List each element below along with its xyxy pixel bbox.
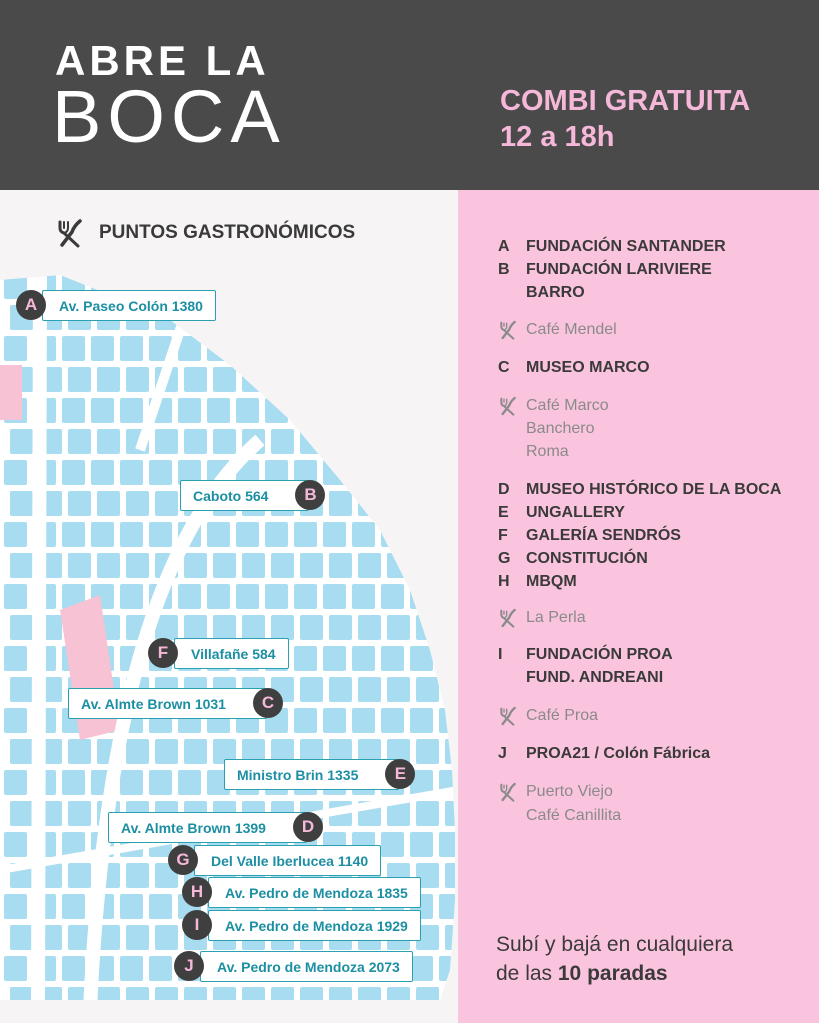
- stop-letter: G: [498, 550, 511, 567]
- map-stop-j[interactable]: [174, 951, 413, 982]
- stop-name: Café Marco: [526, 397, 609, 414]
- stop-letter: D: [498, 481, 510, 498]
- stop-address: Av. Pedro de Mendoza 1929: [208, 910, 421, 941]
- stop-name: CONSTITUCIÓN: [526, 550, 648, 567]
- combi-hours: 12 a 18h: [500, 121, 615, 153]
- stop-badge: C: [253, 688, 283, 718]
- stop-name: PROA21 / Colón Fábrica: [526, 745, 711, 762]
- fork-knife-icon: [498, 782, 520, 809]
- stop-name: GALERÍA SENDRÓS: [526, 527, 681, 544]
- stop-letter: A: [498, 238, 510, 255]
- stop-badge: H: [182, 877, 212, 907]
- stop-name: BARRO: [526, 284, 585, 301]
- footer-line1: Subí y bajá en cualquiera: [496, 933, 733, 956]
- map-stop-d[interactable]: [108, 812, 315, 843]
- fork-knife-icon: [55, 218, 85, 248]
- footer-note: [496, 930, 796, 989]
- stop-address: Villafañe 584: [174, 638, 289, 669]
- fork-knife-icon: [498, 608, 520, 635]
- stop-name: Puerto Viejo: [526, 783, 613, 800]
- stop-letter: J: [498, 745, 507, 762]
- stop-address: Av. Almte Brown 1399: [108, 812, 307, 843]
- stop-letter: H: [498, 573, 510, 590]
- stop-letter: C: [498, 359, 510, 376]
- stop-name: Café Canillita: [526, 807, 622, 824]
- stop-badge: A: [16, 290, 46, 320]
- fork-knife-icon: [498, 320, 520, 347]
- map-stop-h[interactable]: [182, 877, 421, 908]
- stop-badge: E: [385, 759, 415, 789]
- footer-line2-bold: 10 paradas: [557, 962, 668, 986]
- stop-name: Café Proa: [526, 707, 599, 724]
- footer-line2-prefix: de las: [496, 962, 558, 986]
- map-stop-b[interactable]: [180, 480, 317, 511]
- stop-name: FUNDACIÓN SANTANDER: [526, 238, 726, 255]
- stop-address: Av. Pedro de Mendoza 1835: [208, 877, 421, 908]
- stop-name: La Perla: [526, 609, 586, 626]
- stop-address: Ministro Brin 1335: [224, 759, 399, 790]
- logo-line1: ABRE LA: [55, 37, 270, 84]
- map-stop-a[interactable]: [16, 290, 216, 321]
- stop-name: MUSEO MARCO: [526, 359, 650, 376]
- map-stop-f[interactable]: [148, 638, 289, 669]
- stop-name: Banchero: [526, 420, 595, 437]
- stop-name: FUNDACIÓN PROA: [526, 646, 673, 663]
- gastro-legend: [55, 218, 355, 248]
- map-stop-c[interactable]: [68, 688, 275, 719]
- stop-letter: F: [498, 527, 508, 544]
- stop-badge: D: [293, 812, 323, 842]
- map-stop-e[interactable]: [224, 759, 407, 790]
- stop-letter: B: [498, 261, 510, 278]
- stop-badge: B: [295, 480, 325, 510]
- footer-line2: [496, 959, 796, 988]
- stop-name: FUNDACIÓN LARIVIERE: [526, 261, 712, 278]
- logo-line2: BOCA: [52, 75, 286, 158]
- stop-badge: F: [148, 638, 178, 668]
- stop-address: Av. Paseo Colón 1380: [42, 290, 216, 321]
- fork-knife-icon: [498, 706, 520, 733]
- stop-address: Av. Pedro de Mendoza 2073: [200, 951, 413, 982]
- stop-address: Del Valle Iberlucea 1140: [194, 845, 381, 876]
- stops-panel: [458, 190, 819, 1023]
- header: [0, 0, 819, 190]
- stop-badge: I: [182, 910, 212, 940]
- stop-name: FUND. ANDREANI: [526, 669, 664, 686]
- stop-name: MBQM: [526, 573, 577, 590]
- stop-letter: E: [498, 504, 509, 521]
- stop-name: UNGALLERY: [526, 504, 625, 521]
- combi-title: COMBI GRATUITA: [500, 85, 751, 117]
- stop-address: Av. Almte Brown 1031: [68, 688, 267, 719]
- map-stop-i[interactable]: [182, 910, 421, 941]
- stop-address: Caboto 564: [180, 480, 309, 511]
- map-stop-g[interactable]: [168, 845, 381, 876]
- stop-badge: G: [168, 845, 198, 875]
- stop-name: Café Mendel: [526, 321, 617, 338]
- stop-badge: J: [174, 951, 204, 981]
- gastro-label: PUNTOS GASTRONÓMICOS: [99, 222, 356, 243]
- stop-name: MUSEO HISTÓRICO DE LA BOCA: [526, 481, 782, 498]
- stop-name: Roma: [526, 443, 569, 460]
- stop-letter: I: [498, 646, 503, 663]
- fork-knife-icon: [498, 396, 520, 423]
